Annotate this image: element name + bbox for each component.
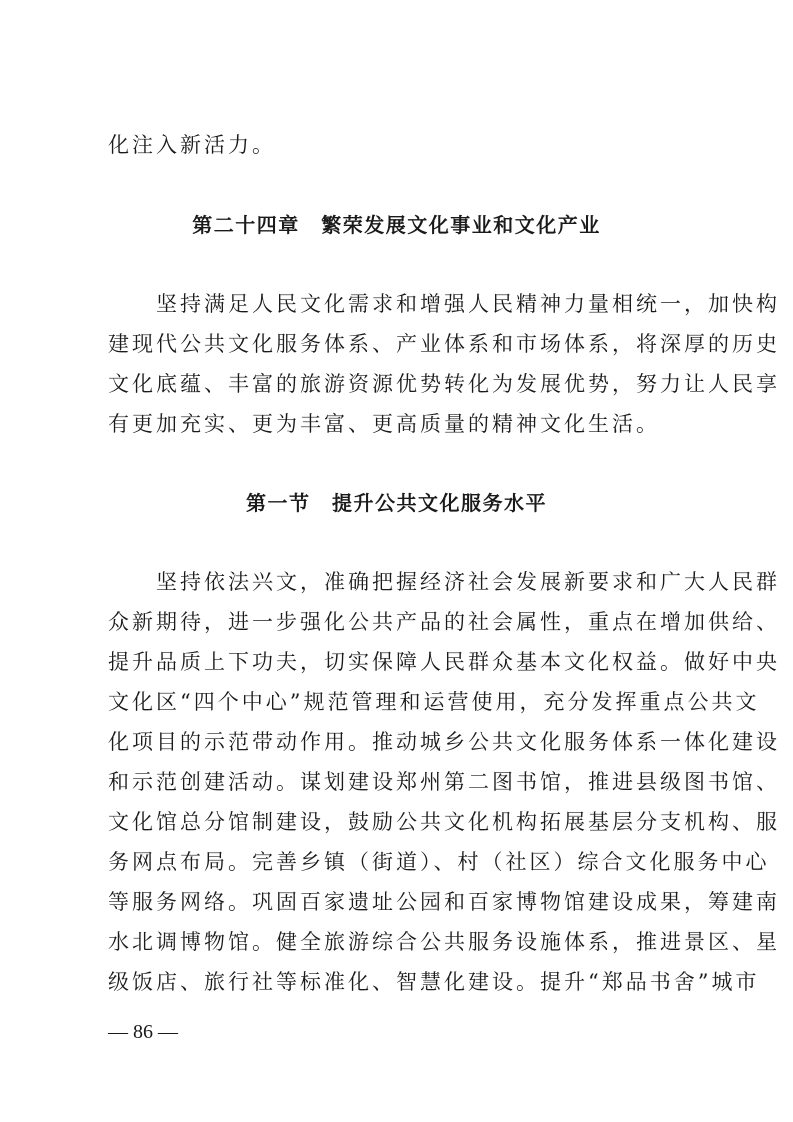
paragraph-line: 建现代公共文化服务体系、产业体系和市场体系，将深厚的历史 [108,332,780,356]
paragraph-line: 化项目的示范带动作用。推动城乡公共文化服务体系一体化建设 [108,730,780,754]
paragraph-line: 众新期待，进一步强化公共产品的社会属性，重点在增加供给、 [108,610,780,634]
paragraph-line: 提升品质上下功夫，切实保障人民群众基本文化权益。做好中央 [108,650,780,674]
paragraph-line: 文化区“四个中心”规范管理和运营使用，充分发挥重点公共文 [108,690,760,714]
paragraph-line: 坚持满足人民文化需求和增强人民精神力量相统一，加快构 [108,292,780,316]
paragraph-line: 文化馆总分馆制建设，鼓励公共文化机构拓展基层分支机构、服 [108,810,780,834]
continued-text-line: 化注入新活力。 [108,133,276,157]
paragraph-line: 级饭店、旅行社等标准化、智慧化建设。提升“郑品书舍”城市 [108,970,760,994]
paragraph-line: 有更加充实、更为丰富、更高质量的精神文化生活。 [108,412,660,436]
page-number: — 86 — [108,1021,178,1043]
chapter-heading: 第二十四章 繁荣发展文化事业和文化产业 [192,213,601,237]
paragraph-line: 和示范创建活动。谋划建设郑州第二图书馆，推进县级图书馆、 [108,770,780,794]
paragraph-line: 等服务网络。巩固百家遗址公园和百家博物馆建设成果，筹建南 [108,890,780,914]
paragraph-line: 水北调博物馆。健全旅游综合公共服务设施体系，推进景区、星 [108,930,780,954]
paragraph-line: 务网点布局。完善乡镇（街道）、村（社区）综合文化服务中心 [108,850,770,874]
paragraph-line: 坚持依法兴文，准确把握经济社会发展新要求和广大人民群 [108,570,780,594]
paragraph-line: 文化底蕴、丰富的旅游资源优势转化为发展优势，努力让人民享 [108,372,780,396]
section-heading: 第一节 提升公共文化服务水平 [246,491,547,515]
